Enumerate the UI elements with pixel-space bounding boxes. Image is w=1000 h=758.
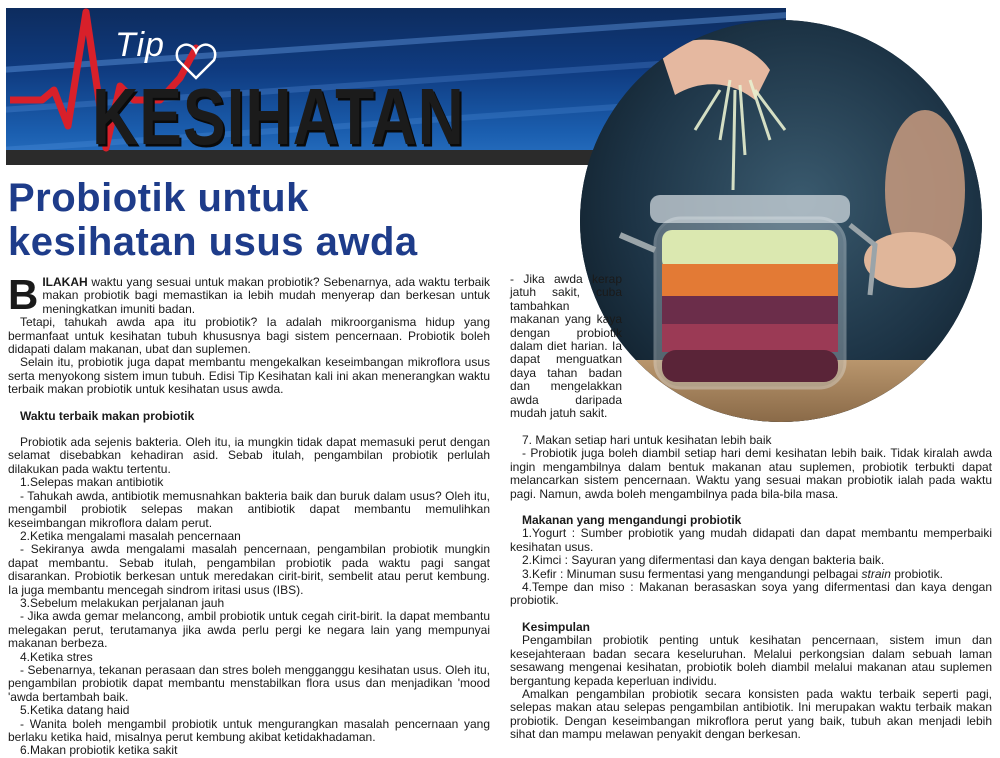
food-item-text: probiotik. xyxy=(890,566,943,581)
tip-kesihatan-logo xyxy=(10,8,480,162)
section-heading-makanan: Makanan yang mengandungi probiotik xyxy=(522,513,742,528)
list-item-title: 5.Ketika datang haid xyxy=(20,703,130,718)
section1-intro: Probiotik ada sejenis bakteria. Oleh itu, ia mungkin tidak dapat memasuki perut dengan selamat disebabkan kehadiran asid. Sebab itulah, pengambilan probiotik perlulah dilakukan pada waktu tertentu. xyxy=(8,435,490,476)
list-item-title: 1.Selepas makan antibiotik xyxy=(20,475,164,490)
section-heading-waktu: Waktu terbaik makan probiotik xyxy=(20,408,195,423)
list-item-text: - Tahukah awda, antibiotik memusnahkan bakteria baik dan buruk dalam usus? Oleh itu, mengambil probiotik selepas makan antibiotik dapat membantu memulihkan keseimbangan mikroflora dalam perut. xyxy=(8,488,490,530)
food-item-text: 3.Kefir : Minuman susu fermentasi yang mengandungi pelbagai xyxy=(522,566,862,581)
logo-kesihatan-text: KESIHATAN xyxy=(92,71,465,162)
food-item: 1.Yogurt : Sumber probiotik yang mudah didapati dan dapat membantu memperbaiki kesihatan usus. xyxy=(510,526,992,554)
conclusion-paragraph-2: Amalkan pengambilan probiotik secara konsisten pada waktu terbaik seperti pagi, selepas makan atau selepas pengambilan antibiotik. Ini merupakan waktu terbaik makan probiotik. Dengan keseimbangan mikroflora perut yang baik, tubuh akan menjadi lebih sihat dan mampu melawan penyakit dengan berkesan. xyxy=(510,686,992,742)
section-heading-kesimpulan: Kesimpulan xyxy=(522,619,591,634)
list-item-title: 4.Ketika stres xyxy=(20,649,93,664)
list-item-text: - Probiotik juga boleh diambil setiap hari demi kesihatan lebih baik. Tidak kiralah awda ingin mengambilnya dalam bentuk makanan atau suplemen, probiotik terbukti dapat melancarkan sistem pencernaan. Waktu yang sesuai makan probiotik ialah pada waktu pagi. Namun, awda boleh mengambilnya pada bila-bila masa. xyxy=(510,446,992,501)
left-column xyxy=(8,271,490,758)
intro-text: waktu yang sesuai untuk makan probiotik? Sebenarnya, ada waktu terbaik makan probiotik bagi memastikan ia lebih mudah menyerap dan berkesan untuk meningkatkan imuniti badan. xyxy=(42,275,490,316)
list-item-text: - Jika awda kerap jatuh sakit, cuba tambahkan makanan yang kaya dengan probiotik dalam diet harian. Ia dapat menguatkan daya tahan badan dan mengelakkan awda daripada mudah jatuh sakit. xyxy=(510,272,622,421)
list-item-title: 7. Makan setiap hari untuk kesihatan lebih baik xyxy=(522,433,772,447)
title-line-1: Probiotik untuk xyxy=(8,176,309,220)
conclusion-paragraph-1: Pengambilan probiotik penting untuk kesihatan pencernaan, sistem imun dan kesejahteraan badan secara keseluruhan. Melalui perkongsian dalam sebuah laman sesawang mengenai kesihatan, probiotik boleh diambil melalui makanan atau suplemen bergantung kepada keperluan individu. xyxy=(510,633,992,688)
article-title xyxy=(8,176,568,264)
wrap-column xyxy=(510,273,622,420)
probiotic-jar-photo xyxy=(580,20,982,422)
list-item-text: - Jika awda gemar melancong, ambil probiotik untuk cegah cirit-birit. Ia dapat membantu melegakan perut, terutamanya jika awda perlu pergi ke negara lain yang mempunyai makanan berbeza. xyxy=(8,609,490,651)
list-item-title: 6.Makan probiotik ketika sakit xyxy=(20,743,178,758)
food-item: 4.Tempe dan miso : Makanan berasaskan soya yang difermentasi dan kaya dengan probiotik. xyxy=(510,580,992,608)
intro-paragraph-1 xyxy=(8,271,490,318)
list-item-text: - Sekiranya awda mengalami masalah pencernaan, pengambilan probiotik mungkin dapat membantu. Sebab itulah, pengambilan probiotik pada waktu pagi sangat disarankan. Probiotik berkesan untuk meredakan cirit-birit, sembelit atau perut kembung. Ia juga membantu mencegah sindrom iritasi usus (IBS). xyxy=(8,542,490,597)
title-line-2: kesihatan usus awda xyxy=(8,220,418,264)
intro-lead-bold: ILAKAH xyxy=(42,275,88,289)
intro-paragraph-3: Selain itu, probiotik juga dapat membantu mengekalkan keseimbangan mikroflora usus serta menyokong sistem imun tubuh. Edisi Tip Kesihatan kali ini akan menerangkan waktu terbaik makan probiotik untuk kesihatan usus awda. xyxy=(8,355,490,397)
list-item-title: 3.Sebelum melakukan perjalanan jauh xyxy=(20,595,225,610)
list-item-text: - Wanita boleh mengambil probiotik untuk mengurangkan masalah pencernaan yang berlaku ketika haid, misalnya perut kembung akibat ketidakhadaman. xyxy=(8,716,490,744)
list-item-title: 2.Ketika mengalami masalah pencernaan xyxy=(20,528,241,543)
right-column xyxy=(510,434,992,742)
logo-tip-text: Tip xyxy=(115,26,165,64)
intro-paragraph-2: Tetapi, tahukah awda apa itu probiotik? Ia adalah mikroorganisma hidup yang bermanfaat untuk kesihatan tubuh khususnya bagi sistem pencernaan. Probiotik boleh didapati dalam makanan, ubat dan suplemen. xyxy=(8,315,490,357)
list-item-text: - Sebenarnya, tekanan perasaan dan stres boleh mengganggu kesihatan usus. Oleh itu, pengambilan probiotik dapat membantu menstabilkan flora usus dan menjadikan 'mood 'awda bertambah baik. xyxy=(8,662,490,704)
jar-illustration xyxy=(580,20,982,422)
food-item-italic: strain xyxy=(861,566,891,581)
drop-cap: B xyxy=(8,271,39,318)
food-item xyxy=(510,568,992,581)
food-item: 2.Kimci : Sayuran yang difermentasi dan kaya dengan bakteria baik. xyxy=(522,553,885,568)
